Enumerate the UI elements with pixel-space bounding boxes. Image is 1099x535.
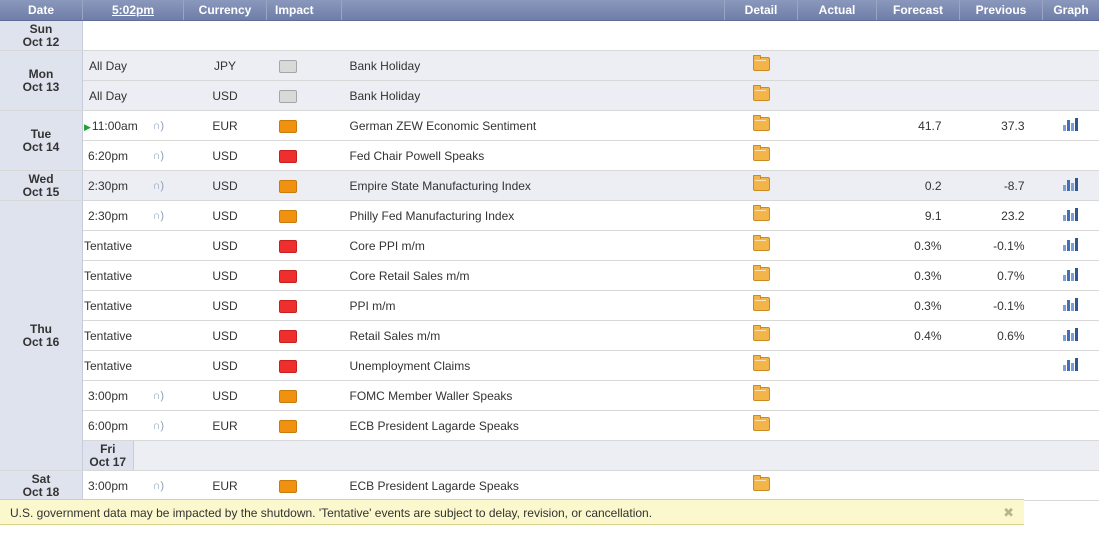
column-header-date[interactable]: Date (0, 0, 83, 21)
row-impact-cell (267, 351, 342, 381)
row-weekday: Sat (31, 471, 51, 486)
row-forecast (877, 21, 960, 51)
row-actual (798, 471, 877, 501)
alert-sound-icon[interactable]: ∩) (133, 471, 184, 501)
row-currency: USD (184, 141, 267, 171)
row-forecast (877, 381, 960, 411)
row-time: All Day (88, 58, 127, 73)
row-time: Tentative (84, 238, 133, 253)
bar-chart-icon[interactable] (1063, 178, 1079, 191)
row-event-title[interactable]: Bank Holiday (342, 81, 725, 111)
row-forecast: 0.2 (877, 171, 960, 201)
row-event-title[interactable]: ECB President Lagarde Speaks (342, 471, 725, 501)
row-time-cell (83, 171, 134, 201)
close-icon[interactable]: ✖ (1003, 505, 1014, 520)
calendar-row[interactable] (0, 381, 1099, 411)
row-weekday: Mon (28, 66, 54, 81)
folder-icon[interactable] (753, 207, 770, 221)
impact-holiday-icon (279, 60, 297, 73)
row-time-cell (83, 351, 134, 381)
row-time: 11:00am (91, 118, 138, 133)
row-time-cell (83, 381, 134, 411)
row-detail-cell[interactable] (725, 201, 798, 231)
row-previous (1043, 441, 1099, 471)
row-time-cell (83, 411, 134, 441)
row-actual (877, 441, 960, 471)
bar-chart-icon[interactable] (1063, 358, 1079, 371)
row-impact-cell (267, 171, 342, 201)
row-currency: EUR (184, 411, 267, 441)
calendar-row[interactable] (0, 291, 1099, 321)
alert-sound-icon[interactable]: ∩) (133, 141, 184, 171)
column-header-currency[interactable]: Currency (184, 0, 267, 21)
calendar-row[interactable] (0, 231, 1099, 261)
row-detail-cell[interactable] (725, 261, 798, 291)
calendar-row[interactable] (0, 51, 1099, 81)
row-date-cell (0, 201, 83, 471)
row-actual (798, 111, 877, 141)
row-impact-cell (267, 261, 342, 291)
row-previous (960, 351, 1043, 381)
row-detail-cell[interactable] (725, 171, 798, 201)
row-forecast (877, 471, 960, 501)
impact-high-icon (279, 330, 297, 343)
calendar-row[interactable] (0, 81, 1099, 111)
bar-chart-icon[interactable] (1063, 298, 1079, 311)
impact-med-icon (279, 420, 297, 433)
row-impact-cell (267, 411, 342, 441)
calendar-row[interactable] (0, 351, 1099, 381)
impact-med-icon (279, 180, 297, 193)
row-time-cell (83, 141, 134, 171)
row-graph-cell (1043, 81, 1099, 111)
row-graph-cell[interactable] (1043, 351, 1099, 381)
row-graph-cell (1043, 51, 1099, 81)
shutdown-notice-text: U.S. government data may be impacted by the shutdown. 'Tentative' events are subject to delay, revision, or cancellation. (10, 506, 653, 520)
column-header-detail[interactable]: Detail (725, 0, 798, 21)
row-detail-cell[interactable] (725, 471, 798, 501)
alert-sound-icon (133, 81, 184, 111)
alert-sound-icon (133, 321, 184, 351)
row-actual (798, 351, 877, 381)
row-date: Oct 17 (89, 454, 127, 469)
row-currency: USD (184, 171, 267, 201)
row-actual (798, 141, 877, 171)
row-currency: USD (184, 201, 267, 231)
folder-icon[interactable] (753, 357, 770, 371)
alert-sound-icon[interactable]: ∩) (133, 411, 184, 441)
row-forecast (877, 51, 960, 81)
calendar-row[interactable] (0, 141, 1099, 171)
row-time: 2:30pm (87, 208, 129, 223)
row-time-cell (83, 261, 134, 291)
column-header-graph[interactable]: Graph (1043, 0, 1099, 21)
row-currency: EUR (184, 471, 267, 501)
calendar-row[interactable] (0, 441, 1099, 471)
row-currency: USD (184, 351, 267, 381)
row-actual (798, 21, 877, 51)
row-graph-cell (1043, 21, 1099, 51)
row-time-cell (83, 201, 134, 231)
row-graph-cell[interactable] (1043, 111, 1099, 141)
impact-med-icon (279, 390, 297, 403)
alert-sound-icon (133, 351, 184, 381)
row-impact-cell (267, 201, 342, 231)
impact-holiday-icon (279, 90, 297, 103)
row-detail-cell[interactable] (725, 381, 798, 411)
folder-icon[interactable] (753, 147, 770, 161)
row-date-cell (0, 171, 83, 201)
row-graph-cell[interactable] (1043, 321, 1099, 351)
alert-sound-icon[interactable]: ∩) (133, 381, 184, 411)
row-date: Oct 14 (22, 139, 60, 154)
row-detail-cell[interactable] (725, 351, 798, 381)
row-event-title[interactable]: German ZEW Economic Sentiment (342, 111, 725, 141)
row-event-title[interactable]: Empire State Manufacturing Index (342, 171, 725, 201)
row-actual (798, 381, 877, 411)
row-previous: 23.2 (960, 201, 1043, 231)
row-impact-cell (267, 141, 342, 171)
row-weekday: Tue (30, 126, 52, 141)
row-graph-cell (1043, 381, 1099, 411)
row-currency: USD (184, 321, 267, 351)
row-time: All Day (88, 88, 127, 103)
row-time-cell (83, 321, 134, 351)
impact-med-icon (279, 210, 297, 223)
folder-icon[interactable] (753, 237, 770, 251)
row-previous (960, 51, 1043, 81)
alert-sound-icon (133, 291, 184, 321)
row-detail-cell[interactable] (725, 231, 798, 261)
alert-sound-icon (133, 261, 184, 291)
row-time-cell (133, 441, 184, 471)
row-time: 3:00pm (87, 478, 129, 493)
row-graph-cell (1043, 411, 1099, 441)
row-forecast (877, 411, 960, 441)
row-graph-cell[interactable] (1043, 171, 1099, 201)
row-actual (798, 201, 877, 231)
folder-icon[interactable] (753, 267, 770, 281)
impact-med-icon (279, 120, 297, 133)
row-time: 2:30pm (87, 178, 129, 193)
row-actual (798, 411, 877, 441)
row-graph-cell[interactable] (1043, 201, 1099, 231)
calendar-header-row (0, 0, 1099, 21)
row-detail-cell[interactable] (725, 141, 798, 171)
row-time-cell (83, 291, 134, 321)
row-previous (960, 471, 1043, 501)
row-date: Oct 12 (22, 34, 60, 49)
row-event-title[interactable]: Bank Holiday (342, 51, 725, 81)
row-date-cell (0, 471, 83, 501)
alert-sound-icon[interactable]: ∩) (133, 111, 184, 141)
row-previous: 0.6% (960, 321, 1043, 351)
row-currency: EUR (184, 111, 267, 141)
impact-high-icon (279, 150, 297, 163)
calendar-row[interactable] (0, 261, 1099, 291)
row-detail-cell[interactable] (725, 81, 798, 111)
row-event-title[interactable]: Philly Fed Manufacturing Index (342, 201, 725, 231)
row-weekday: Fri (100, 441, 116, 456)
row-weekday: Thu (30, 321, 52, 336)
next-event-arrow-icon: ▶ (84, 121, 91, 132)
row-actual (798, 171, 877, 201)
alert-sound-icon (184, 441, 267, 471)
calendar-row[interactable] (0, 321, 1099, 351)
row-graph-cell (1043, 471, 1099, 501)
row-actual (798, 261, 877, 291)
row-event-title[interactable]: Fed Chair Powell Speaks (342, 141, 725, 171)
row-event-title[interactable] (342, 21, 725, 51)
row-currency (267, 441, 342, 471)
row-impact-cell (267, 471, 342, 501)
row-forecast (960, 441, 1043, 471)
row-date-cell (0, 111, 83, 171)
row-previous: -0.1% (960, 291, 1043, 321)
row-forecast: 0.4% (877, 321, 960, 351)
row-impact-cell (267, 51, 342, 81)
row-weekday: Sun (29, 21, 53, 36)
row-previous (960, 21, 1043, 51)
row-event-title[interactable]: FOMC Member Waller Speaks (342, 381, 725, 411)
row-actual (798, 51, 877, 81)
row-detail-cell[interactable] (725, 111, 798, 141)
folder-icon[interactable] (753, 177, 770, 191)
alert-sound-icon (133, 51, 184, 81)
row-time-cell (83, 111, 138, 141)
column-header-forecast[interactable]: Forecast (877, 0, 960, 21)
folder-icon[interactable] (753, 117, 770, 131)
row-impact-cell (267, 81, 342, 111)
row-previous: -8.7 (960, 171, 1043, 201)
row-weekday: Wed (28, 171, 54, 186)
row-date: Oct 15 (22, 184, 60, 199)
folder-icon[interactable] (753, 57, 770, 71)
row-currency: USD (184, 261, 267, 291)
row-date-cell (0, 21, 83, 51)
row-impact-cell (267, 321, 342, 351)
bar-chart-icon[interactable] (1063, 208, 1079, 221)
bottom-strip (0, 525, 1024, 535)
folder-icon[interactable] (753, 417, 770, 431)
bar-chart-icon[interactable] (1063, 328, 1079, 341)
row-time-cell (83, 51, 134, 81)
bar-chart-icon[interactable] (1063, 268, 1079, 281)
alert-sound-icon[interactable]: ∩) (133, 171, 184, 201)
row-previous: -0.1% (960, 231, 1043, 261)
column-header-time[interactable]: 5:02pm (83, 0, 184, 21)
impact-high-icon (279, 360, 297, 373)
row-detail-cell (725, 21, 798, 51)
row-time: 6:20pm (87, 148, 129, 163)
row-previous (960, 411, 1043, 441)
row-graph-cell[interactable] (1043, 291, 1099, 321)
shutdown-notice-banner (0, 499, 1024, 525)
row-previous: 37.3 (960, 111, 1043, 141)
folder-icon[interactable] (753, 87, 770, 101)
folder-icon[interactable] (753, 297, 770, 311)
column-header-actual[interactable]: Actual (798, 0, 877, 21)
row-event-title[interactable]: Retail Sales m/m (342, 321, 725, 351)
row-impact-cell (267, 231, 342, 261)
row-currency: USD (184, 81, 267, 111)
row-forecast: 0.3% (877, 231, 960, 261)
impact-high-icon (279, 300, 297, 313)
row-previous: 0.7% (960, 261, 1043, 291)
alert-sound-icon (133, 21, 184, 51)
row-date-cell (0, 51, 83, 111)
row-event-title[interactable] (725, 441, 798, 471)
row-date-cell (83, 441, 134, 471)
row-forecast: 9.1 (877, 201, 960, 231)
row-graph-cell[interactable] (1043, 261, 1099, 291)
row-date: Oct 16 (22, 334, 60, 349)
row-currency: USD (184, 231, 267, 261)
row-date: Oct 13 (22, 79, 60, 94)
row-detail-cell (798, 441, 877, 471)
row-detail-cell[interactable] (725, 51, 798, 81)
row-time: Tentative (84, 358, 133, 373)
impact-high-icon (279, 240, 297, 253)
calendar-row[interactable] (0, 201, 1099, 231)
row-impact-cell (267, 381, 342, 411)
row-event-title[interactable]: Core Retail Sales m/m (342, 261, 725, 291)
column-header-event (342, 0, 725, 21)
row-forecast: 41.7 (877, 111, 960, 141)
impact-high-icon (279, 270, 297, 283)
calendar-body (0, 21, 1099, 501)
row-date: Oct 18 (22, 484, 60, 499)
row-forecast (877, 81, 960, 111)
calendar-row[interactable] (0, 471, 1099, 501)
column-header-previous[interactable]: Previous (960, 0, 1043, 21)
row-time-cell (83, 471, 134, 501)
alert-sound-icon[interactable]: ∩) (133, 201, 184, 231)
column-header-impact[interactable]: Impact (267, 0, 342, 21)
row-time: Tentative (84, 328, 133, 343)
calendar-row[interactable] (0, 171, 1099, 201)
row-forecast: 0.3% (877, 261, 960, 291)
calendar-row[interactable] (0, 411, 1099, 441)
row-detail-cell[interactable] (725, 291, 798, 321)
row-forecast (877, 351, 960, 381)
bar-chart-icon[interactable] (1063, 238, 1079, 251)
row-time: Tentative (84, 268, 133, 283)
row-time: Tentative (84, 298, 133, 313)
row-currency (184, 21, 267, 51)
row-previous (960, 141, 1043, 171)
row-forecast: 0.3% (877, 291, 960, 321)
row-event-title[interactable]: Core PPI m/m (342, 231, 725, 261)
row-detail-cell[interactable] (725, 411, 798, 441)
row-time-cell (83, 231, 134, 261)
row-forecast (877, 141, 960, 171)
alert-sound-icon (133, 231, 184, 261)
calendar-row[interactable] (0, 111, 1099, 141)
row-time-cell (83, 81, 134, 111)
row-time-cell (83, 21, 134, 51)
folder-icon[interactable] (753, 387, 770, 401)
row-actual (798, 291, 877, 321)
row-event-title[interactable]: ECB President Lagarde Speaks (342, 411, 725, 441)
impact-med-icon (279, 480, 297, 493)
folder-icon[interactable] (753, 477, 770, 491)
calendar-header (0, 0, 1099, 21)
row-previous (960, 81, 1043, 111)
row-graph-cell (1043, 141, 1099, 171)
row-time: 6:00pm (87, 418, 129, 433)
row-event-title[interactable]: PPI m/m (342, 291, 725, 321)
row-previous (960, 381, 1043, 411)
row-currency: USD (184, 381, 267, 411)
folder-icon[interactable] (753, 327, 770, 341)
row-impact-cell (342, 441, 725, 471)
row-detail-cell[interactable] (725, 321, 798, 351)
row-actual (798, 81, 877, 111)
row-currency: USD (184, 291, 267, 321)
row-impact-cell (267, 291, 342, 321)
row-event-title[interactable]: Unemployment Claims (342, 351, 725, 381)
row-time: 3:00pm (87, 388, 129, 403)
bar-chart-icon[interactable] (1063, 118, 1079, 131)
row-impact-cell (267, 21, 342, 51)
row-impact-cell (267, 111, 342, 141)
row-currency: JPY (184, 51, 267, 81)
row-actual (798, 231, 877, 261)
row-actual (798, 321, 877, 351)
row-graph-cell[interactable] (1043, 231, 1099, 261)
calendar-row[interactable] (0, 21, 1099, 51)
